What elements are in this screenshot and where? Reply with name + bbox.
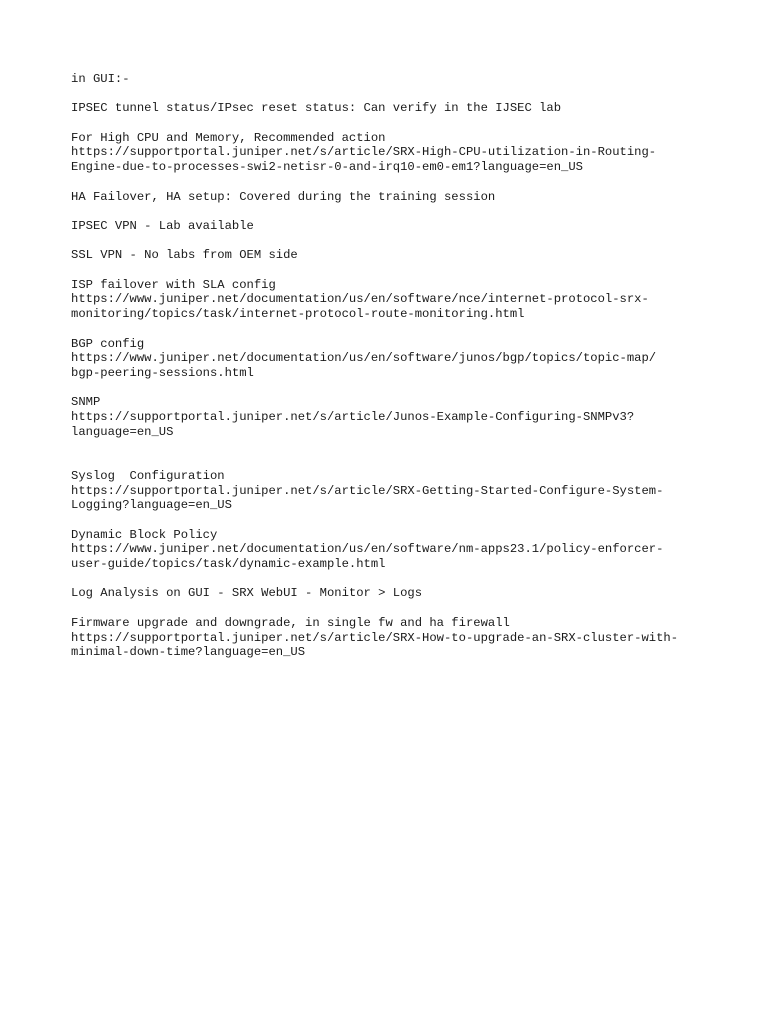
- paragraph-log-analysis: [71, 586, 731, 601]
- url-line: https://supportportal.juniper.net/s/article/Junos-Example-Configuring-SNMPv3?: [71, 410, 635, 425]
- text-line: in GUI:-: [71, 72, 130, 86]
- text-line: SNMP: [71, 395, 101, 410]
- text-line: Log Analysis on GUI - SRX WebUI - Monitor > Logs: [71, 586, 423, 601]
- text-line: Syslog Configuration: [71, 468, 225, 483]
- paragraph-ha-failover: [71, 190, 731, 205]
- text-line: SSL VPN - No labs from OEM side: [71, 248, 298, 263]
- url-line: https://supportportal.juniper.net/s/article/SRX-How-to-upgrade-an-SRX-cluster-with-: [71, 630, 679, 645]
- text-line: IPSEC VPN - Lab available: [71, 218, 254, 233]
- paragraph-gui: [71, 72, 731, 87]
- text-line: ISP failover with SLA config: [71, 277, 276, 292]
- url-line: language=en_US: [71, 424, 174, 439]
- text-line: HA Failover, HA setup: Covered during the training session: [71, 189, 496, 204]
- url-line: Engine-due-to-processes-swi2-netisr-0-and-irq10-em0-em1?language=en_US: [71, 160, 583, 175]
- paragraph-firmware: [71, 616, 731, 660]
- url-line: monitoring/topics/task/internet-protocol-route-monitoring.html: [71, 307, 525, 322]
- paragraph-isp-failover: [71, 278, 731, 322]
- text-line: Firmware upgrade and downgrade, in single fw and ha firewall: [71, 615, 510, 630]
- paragraph-ipsec-status: [71, 101, 731, 116]
- text-line: For High CPU and Memory, Recommended action: [71, 130, 386, 145]
- text-line: BGP config: [71, 336, 145, 351]
- paragraph-ipsec-vpn: [71, 219, 731, 234]
- url-line: Logging?language=en_US: [71, 498, 232, 513]
- url-line: https://supportportal.juniper.net/s/article/SRX-High-CPU-utilization-in-Routing-: [71, 145, 657, 160]
- paragraph-syslog: [71, 469, 731, 513]
- paragraph-dynamic-block: [71, 528, 731, 572]
- blank-line: [71, 454, 731, 469]
- paragraph-ssl-vpn: [71, 248, 731, 263]
- url-line: https://supportportal.juniper.net/s/article/SRX-Getting-Started-Configure-System-: [71, 483, 664, 498]
- document-body: [71, 72, 731, 675]
- url-line: https://www.juniper.net/documentation/us/en/software/nm-apps23.1/policy-enforcer-: [71, 542, 664, 557]
- paragraph-snmp: [71, 395, 731, 439]
- url-line: bgp-peering-sessions.html: [71, 365, 254, 380]
- paragraph-bgp: [71, 337, 731, 381]
- text-line: Dynamic Block Policy: [71, 527, 218, 542]
- url-line: user-guide/topics/task/dynamic-example.html: [71, 557, 386, 572]
- url-line: minimal-down-time?language=en_US: [71, 645, 306, 660]
- url-line: https://www.juniper.net/documentation/us/en/software/nce/internet-protocol-srx-: [71, 292, 649, 307]
- paragraph-high-cpu: [71, 131, 731, 175]
- text-line: IPSEC tunnel status/IPsec reset status: Can verify in the IJSEC lab: [71, 101, 562, 116]
- url-line: https://www.juniper.net/documentation/us/en/software/junos/bgp/topics/topic-map/: [71, 351, 657, 366]
